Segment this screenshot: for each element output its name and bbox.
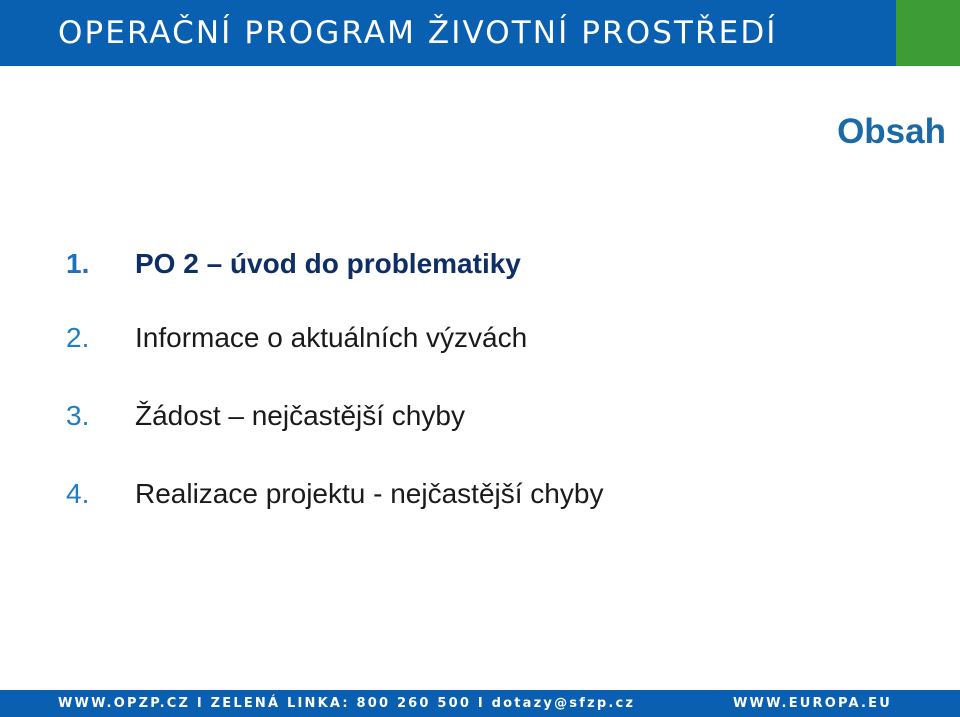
toc-item-number: 4. [66,478,90,509]
toc-item-4 [66,474,603,514]
toc-item-text: PO 2 – úvod do problematiky [135,248,521,279]
toc-item-3 [66,396,465,436]
toc-item-text: Realizace projektu - nejčastější chyby [135,478,604,509]
toc-item-number: 2. [66,322,90,353]
toc-item-text: Žádost – nejčastější chyby [135,400,465,431]
toc-item-2 [66,318,527,358]
toc-item-1 [66,244,521,284]
header-bar [0,0,960,66]
footer-contacts: WWW.OPZP.CZ I ZELENÁ LINKA: 800 260 500 I dotazy@sfzp.cz [58,696,636,711]
slide-title: Obsah [837,112,946,151]
toc-item-number: 1. [66,248,90,279]
header-green-accent [896,0,960,66]
toc-item-number: 3. [66,400,90,431]
footer-bar [0,690,960,717]
program-title: OPERAČNÍ PROGRAM ŽIVOTNÍ PROSTŘEDÍ [58,15,778,51]
toc-item-text: Informace o aktuálních výzvách [135,322,528,353]
footer-eu-link[interactable]: WWW.EUROPA.EU [733,696,893,711]
